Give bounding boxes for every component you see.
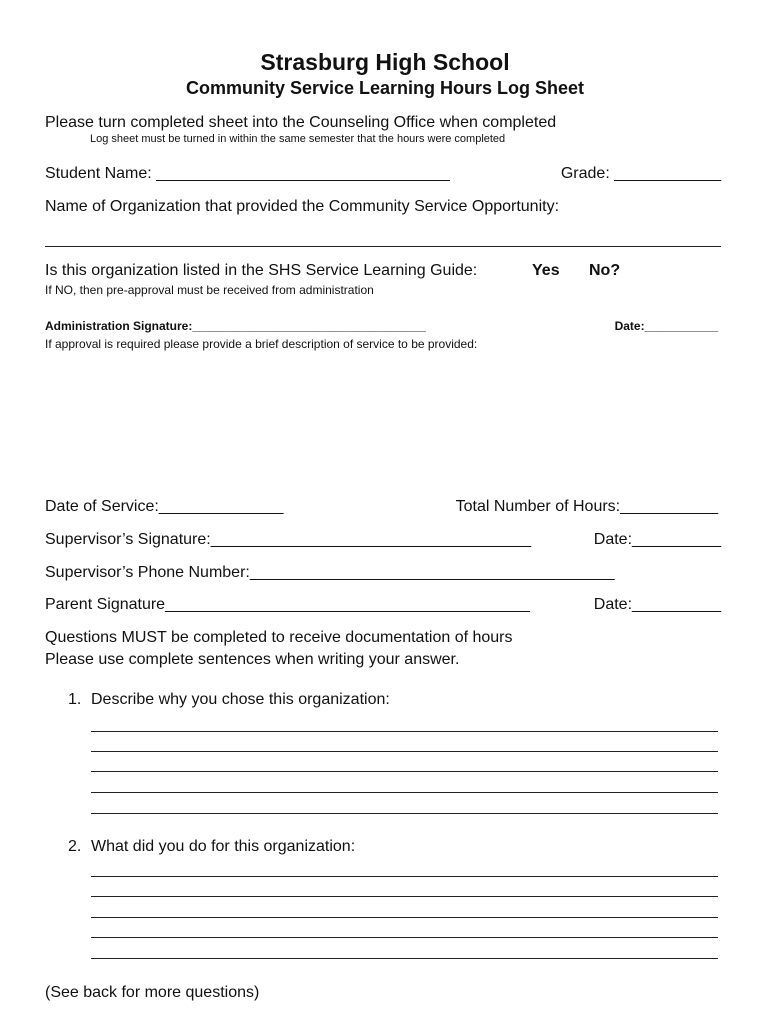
organization-line[interactable] (45, 246, 721, 247)
instruction-line: Please turn completed sheet into the Counseling Office when completed (45, 114, 557, 131)
see-back-note: (See back for more questions) (45, 984, 260, 1001)
answer-line[interactable] (91, 896, 718, 897)
answer-line[interactable] (91, 792, 718, 793)
answer-line[interactable] (91, 917, 718, 918)
questions-intro: Questions MUST be completed to receive documentation of hours (45, 629, 513, 646)
answer-line[interactable] (91, 751, 718, 752)
instruction-note: Log sheet must be turned in within the same semester that the hours were completed (90, 133, 506, 145)
yes-option[interactable]: Yes (532, 262, 560, 279)
supervisor-date-field[interactable]: Date:__________ (593, 531, 721, 548)
page-title: Strasburg High School (260, 49, 510, 75)
answer-line[interactable] (91, 731, 718, 732)
answer-line[interactable] (91, 937, 718, 938)
guide-question: Is this organization listed in the SHS Service Learning Guide: (45, 262, 478, 279)
question-2-text: What did you do for this organization: (91, 838, 356, 855)
supervisor-signature-field[interactable]: Supervisor’s Signature:____________________________________ (45, 531, 532, 548)
total-hours-field[interactable]: Total Number of Hours:___________ (455, 498, 718, 515)
admin-date-field[interactable]: Date:___________ (614, 319, 718, 333)
questions-instruction: Please use complete sentences when writing your answer. (45, 651, 460, 668)
guide-note: If NO, then pre-approval must be received from administration (45, 283, 374, 297)
answer-line[interactable] (91, 958, 718, 959)
student-name-field[interactable]: Student Name: _________________________________ (45, 165, 450, 182)
grade-field[interactable]: Grade: ____________ (560, 165, 721, 182)
admin-signature-field[interactable]: Administration Signature:___________________________________ (45, 319, 426, 333)
supervisor-phone-field[interactable]: Supervisor’s Phone Number:_________________________________________ (45, 564, 615, 581)
answer-line[interactable] (91, 813, 718, 814)
parent-signature-field[interactable]: Parent Signature_________________________________________ (45, 596, 530, 613)
parent-date-field[interactable]: Date:__________ (593, 596, 721, 613)
question-1-text: Describe why you chose this organization: (91, 691, 390, 708)
page-subtitle: Community Service Learning Hours Log Sheet (185, 78, 585, 98)
answer-line[interactable] (91, 876, 718, 877)
question-1-number: 1. (68, 691, 82, 708)
date-of-service-field[interactable]: Date of Service:______________ (45, 498, 284, 515)
no-option[interactable]: No? (589, 262, 621, 279)
answer-line[interactable] (91, 771, 718, 772)
question-2-number: 2. (68, 838, 82, 855)
approval-note: If approval is required please provide a brief description of service to be provided: (45, 337, 478, 351)
organization-label: Name of Organization that provided the Community Service Opportunity: (45, 198, 560, 215)
